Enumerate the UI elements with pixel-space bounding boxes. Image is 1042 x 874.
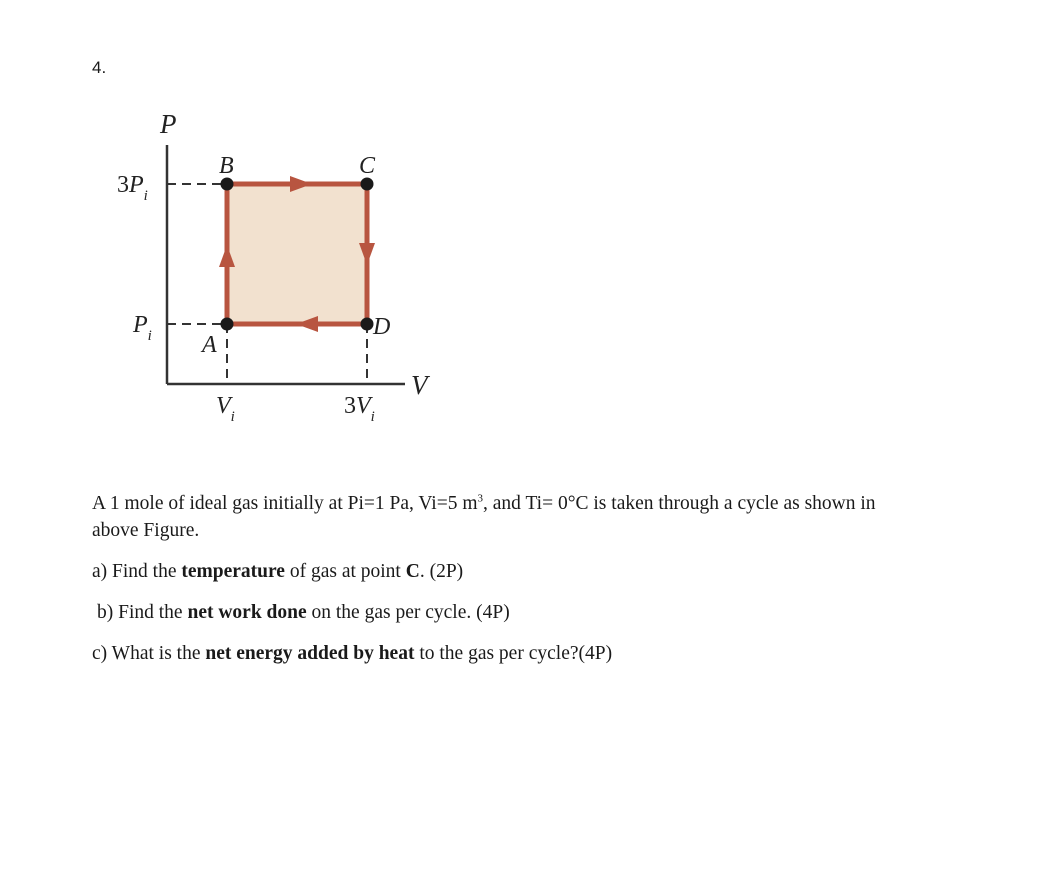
point-a-label: A (202, 332, 217, 358)
cycle-area (227, 184, 367, 324)
problem-text (92, 490, 922, 681)
problem-intro: A 1 mole of ideal gas initially at Pi=1 Pa, Vi=5 $m^3$, and Ti= 0°C is taken through a cycle as shown in above Figure. (92, 492, 876, 541)
point-d-dot (361, 318, 374, 331)
pv-diagram (100, 100, 440, 430)
question-part-a: a) Find the temperature of gas at point C. (2P) (92, 561, 464, 582)
question-part-c: c) What is the net energy added by heat to the gas per cycle?(4P) (92, 643, 613, 664)
question-part-b: b) Find the net work done on the gas per cycle. (4P) (97, 602, 510, 623)
p-axis-label: P (160, 109, 177, 139)
point-b-dot (221, 178, 234, 191)
p-high-label: 3Pi (117, 172, 148, 204)
point-a-dot (221, 318, 234, 331)
point-b-label: B (219, 153, 234, 179)
v-axis-label: V (411, 370, 428, 400)
question-number: 4. (92, 58, 107, 77)
point-d-label: D (373, 314, 391, 340)
v-high-label: 3Vi (344, 393, 375, 425)
point-c-label: C (359, 153, 376, 179)
point-c-dot (361, 178, 374, 191)
p-low-label: Pi (133, 312, 152, 344)
v-low-label: Vi (216, 393, 235, 425)
